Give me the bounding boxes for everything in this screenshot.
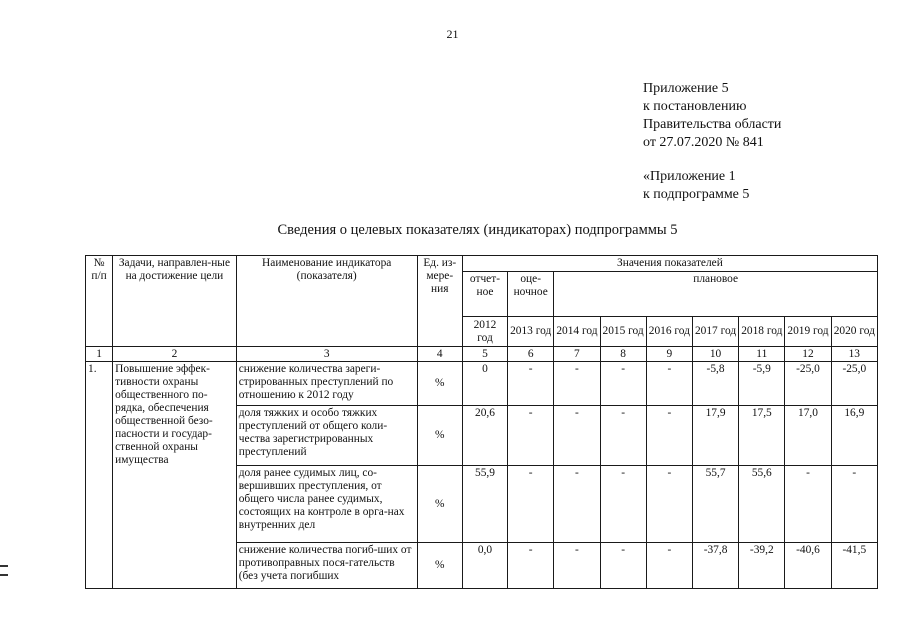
header-year: 2016 год bbox=[646, 317, 692, 347]
value-cell: - bbox=[508, 362, 554, 406]
value-cell: - bbox=[600, 466, 646, 543]
column-number: 2 bbox=[113, 347, 237, 362]
column-number: 11 bbox=[739, 347, 785, 362]
appendix-line: Правительства области bbox=[643, 117, 782, 132]
header-tasks: Задачи, направлен-ные на достижение цели bbox=[113, 256, 237, 347]
appendix-line: к постановлению bbox=[643, 99, 747, 114]
value-cell: - bbox=[508, 543, 554, 589]
value-cell: 0 bbox=[462, 362, 507, 406]
value-cell: -5,8 bbox=[692, 362, 738, 406]
value-cell: - bbox=[554, 362, 600, 406]
value-cell: 55,6 bbox=[739, 466, 785, 543]
value-cell: -25,0 bbox=[831, 362, 877, 406]
column-number: 3 bbox=[236, 347, 417, 362]
value-cell: 17,9 bbox=[692, 406, 738, 466]
value-cell: -25,0 bbox=[785, 362, 831, 406]
header-year: 2017 год bbox=[692, 317, 738, 347]
header-reported: отчет-ное bbox=[462, 272, 507, 317]
header-num: № п/п bbox=[86, 256, 113, 347]
table-row bbox=[86, 362, 878, 406]
value-cell: - bbox=[600, 543, 646, 589]
value-cell: -37,8 bbox=[692, 543, 738, 589]
unit-cell: % bbox=[417, 362, 462, 406]
header-year: 2012 год bbox=[462, 317, 507, 347]
column-number: 4 bbox=[417, 347, 462, 362]
column-number: 5 bbox=[462, 347, 507, 362]
value-cell: - bbox=[600, 362, 646, 406]
value-cell: - bbox=[646, 466, 692, 543]
header-indicator: Наименование индикатора (показателя) bbox=[236, 256, 417, 347]
header-year: 2020 год bbox=[831, 317, 877, 347]
appendix-block bbox=[643, 80, 781, 204]
unit-cell: % bbox=[417, 543, 462, 589]
appendix-gap bbox=[643, 152, 781, 168]
value-cell: - bbox=[646, 406, 692, 466]
column-number: 12 bbox=[785, 347, 831, 362]
value-cell: - bbox=[554, 543, 600, 589]
header-year: 2019 год bbox=[785, 317, 831, 347]
header-estimated: оце-ночное bbox=[508, 272, 554, 317]
value-cell: - bbox=[831, 466, 877, 543]
row-number: 1. bbox=[86, 362, 113, 589]
value-cell: 55,7 bbox=[692, 466, 738, 543]
indicators-table bbox=[85, 255, 878, 589]
value-cell: - bbox=[508, 466, 554, 543]
column-number: 1 bbox=[86, 347, 113, 362]
value-cell: 16,9 bbox=[831, 406, 877, 466]
value-cell: -40,6 bbox=[785, 543, 831, 589]
header-year: 2013 год bbox=[508, 317, 554, 347]
header-year: 2018 год bbox=[739, 317, 785, 347]
appendix-line: Приложение 5 bbox=[643, 81, 729, 96]
column-number: 8 bbox=[600, 347, 646, 362]
appendix-line: «Приложение 1 bbox=[643, 169, 736, 184]
indicator-cell: доля тяжких и особо тяжких преступлений от общего коли-чества зарегистрированных преступлений bbox=[236, 406, 417, 466]
scan-mark bbox=[0, 565, 8, 576]
header-year: 2015 год bbox=[600, 317, 646, 347]
value-cell: - bbox=[600, 406, 646, 466]
column-number: 6 bbox=[508, 347, 554, 362]
value-cell: 0,0 bbox=[462, 543, 507, 589]
value-cell: - bbox=[508, 406, 554, 466]
value-cell: - bbox=[646, 362, 692, 406]
value-cell: 20,6 bbox=[462, 406, 507, 466]
unit-cell: % bbox=[417, 466, 462, 543]
header-values: Значения показателей bbox=[462, 256, 877, 272]
value-cell: 17,0 bbox=[785, 406, 831, 466]
header-planned: плановое bbox=[554, 272, 878, 317]
value-cell: -39,2 bbox=[739, 543, 785, 589]
value-cell: -5,9 bbox=[739, 362, 785, 406]
unit-cell: % bbox=[417, 406, 462, 466]
column-number: 7 bbox=[554, 347, 600, 362]
page-number: 21 bbox=[446, 27, 459, 41]
value-cell: 55,9 bbox=[462, 466, 507, 543]
appendix-line: от 27.07.2020 № 841 bbox=[643, 135, 764, 150]
column-number: 10 bbox=[692, 347, 738, 362]
header-unit: Ед. из-мере-ния bbox=[417, 256, 462, 347]
indicator-cell: снижение количества погиб-ших от противоправных пося-гательств (без учета погибших bbox=[236, 543, 417, 589]
value-cell: - bbox=[554, 466, 600, 543]
task-cell: Повышение эффек-тивности охраны общественного по-рядка, обеспечения общественной безо-пасности и государ-ственной охраны имущества bbox=[113, 362, 237, 589]
header-year: 2014 год bbox=[554, 317, 600, 347]
indicator-cell: снижение количества зареги-стрированных преступлений по отношению к 2012 году bbox=[236, 362, 417, 406]
document-title: Сведения о целевых показателях (индикаторах) подпрограммы 5 bbox=[277, 222, 678, 238]
value-cell: - bbox=[785, 466, 831, 543]
value-cell: -41,5 bbox=[831, 543, 877, 589]
value-cell: - bbox=[554, 406, 600, 466]
column-number: 13 bbox=[831, 347, 877, 362]
appendix-line: к подпрограмме 5 bbox=[643, 187, 750, 202]
value-cell: 17,5 bbox=[739, 406, 785, 466]
value-cell: - bbox=[646, 543, 692, 589]
indicator-cell: доля ранее судимых лиц, со-вершивших преступления, от общего числа ранее судимых, состоящих на контроле в орга-нах внутренних дел bbox=[236, 466, 417, 543]
column-number: 9 bbox=[646, 347, 692, 362]
